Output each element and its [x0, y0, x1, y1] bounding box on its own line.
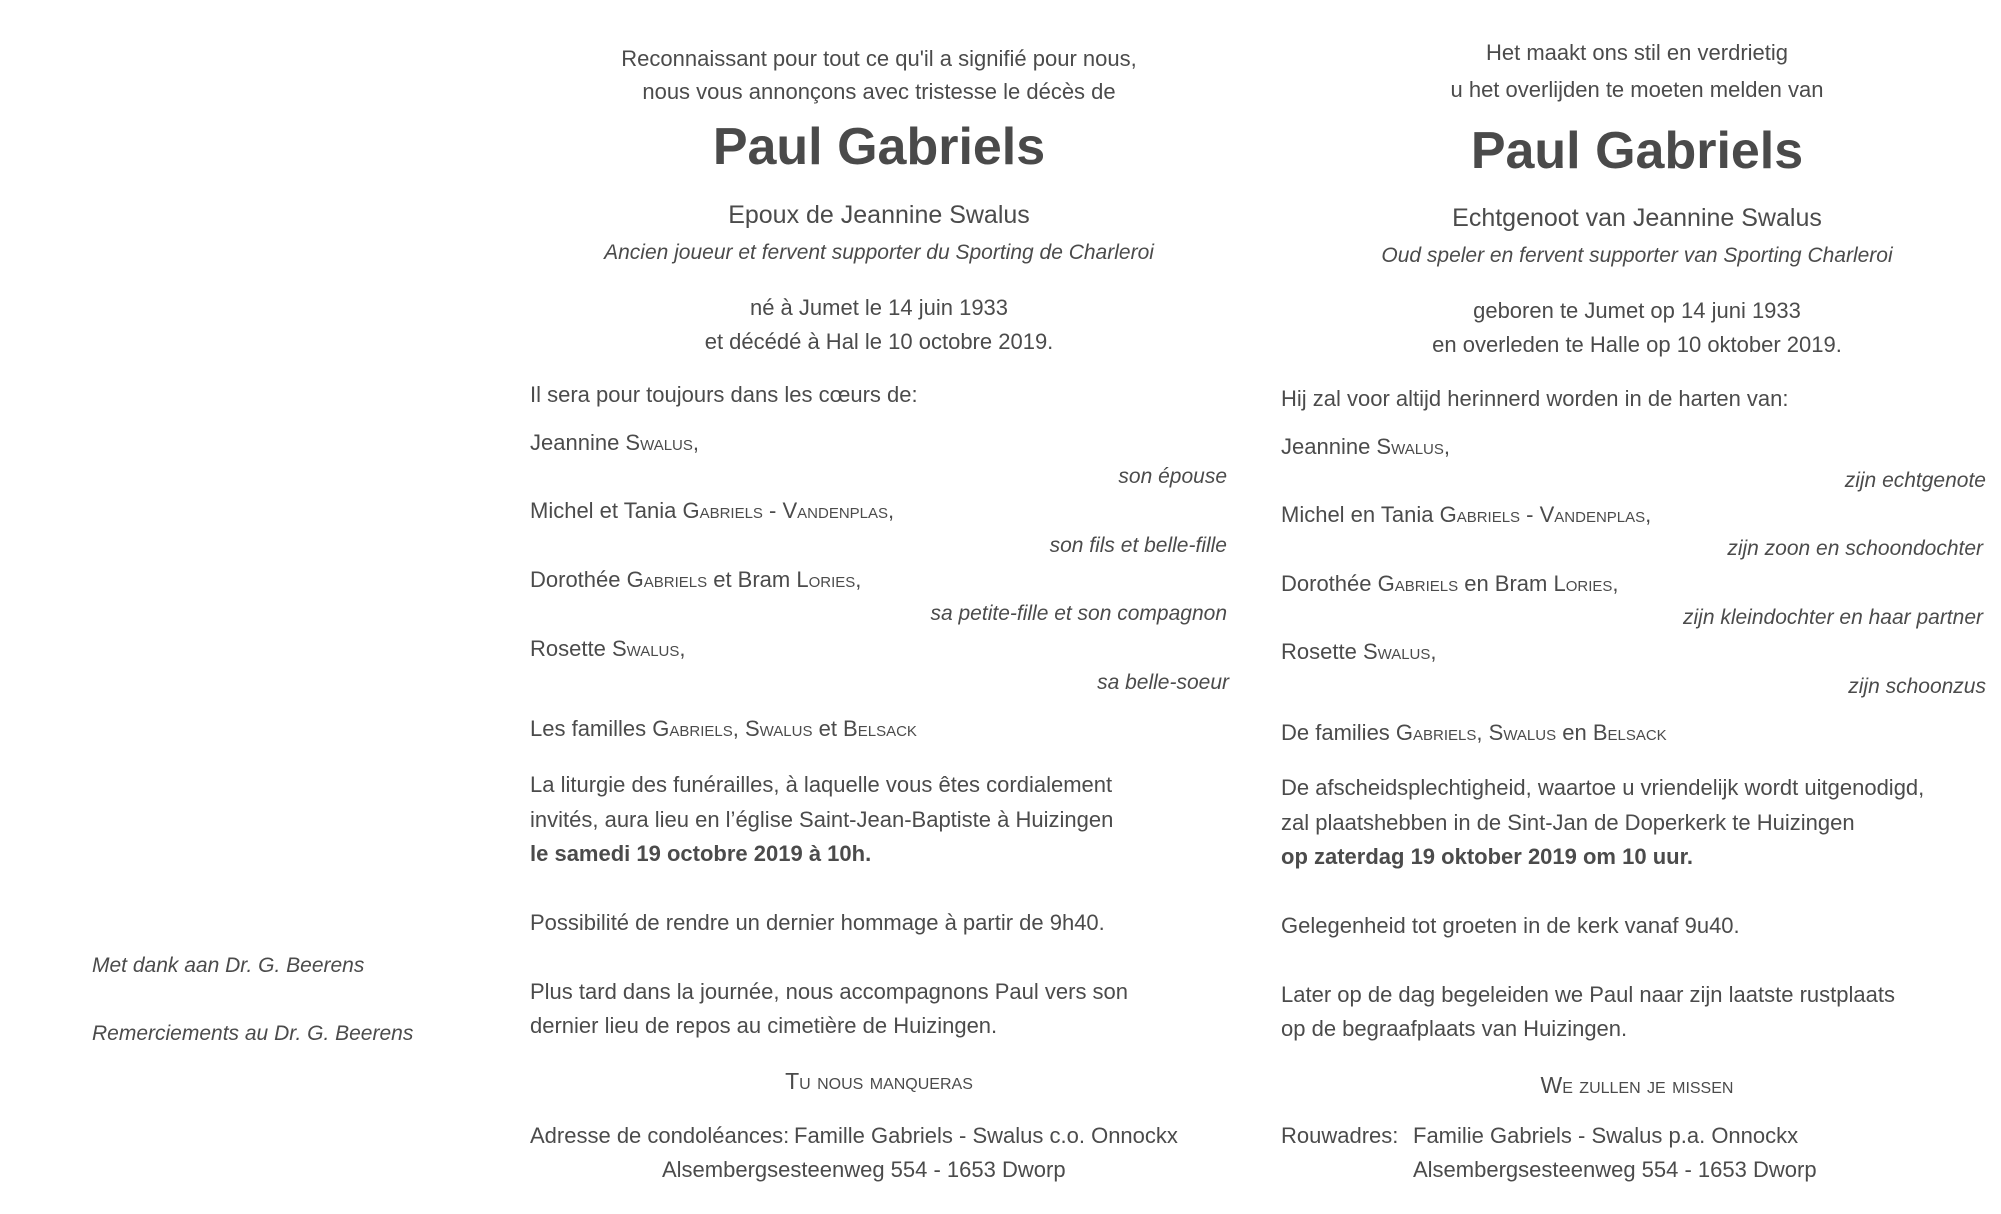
fr-intro-line-2: nous vous annonçons avec tristesse le décès de — [642, 79, 1116, 104]
fr-relative-relation: sa belle-soeur — [1097, 671, 1229, 694]
nl-relative-relation: zijn schoonzus — [1848, 675, 1986, 698]
text-segment: De families — [1281, 720, 1396, 745]
fr-liturgy-line-2: invités, aura lieu en l’église Saint-Jean-Baptiste à Huizingen — [530, 807, 1114, 832]
nl-intro-line-2: u het overlijden te moeten melden van — [1450, 77, 1824, 102]
surname: Swalus — [1376, 434, 1444, 459]
nl-relative-name — [1281, 637, 1437, 667]
surname: Gabriels — [1395, 720, 1477, 745]
fr-role-line: Ancien joueur et fervent supporter du Sporting de Charleroi — [604, 241, 1154, 264]
text-segment: Jeannine — [530, 430, 626, 455]
nl-relative-name — [1281, 500, 1651, 530]
nl-homage-line: Gelegenheid tot groeten in de kerk vanaf 9u40. — [1281, 913, 1740, 938]
fr-relative-name — [530, 428, 699, 458]
text-segment: , — [855, 567, 862, 592]
surname: Swalus — [611, 636, 680, 661]
surname: Gabriels — [682, 498, 763, 523]
fr-death-line: et décédé à Hal le 10 octobre 2019. — [704, 329, 1054, 354]
nl-relative-relation: zijn zoon en schoondochter — [1727, 537, 1983, 560]
fr-spouse-line: Epoux de Jeannine Swalus — [728, 201, 1030, 229]
fr-birth-line: né à Jumet le 14 juin 1933 — [749, 295, 1009, 320]
nl-liturgy-line-2: zal plaatshebben in de Sint-Jan de Doperkerk te Huizingen — [1281, 810, 1855, 835]
text-segment: , — [1443, 434, 1451, 459]
nl-address-label: Rouwadres: — [1281, 1123, 1399, 1148]
text-segment: Michel et Tania — [530, 498, 683, 523]
fr-deceased-name: Paul Gabriels — [712, 118, 1046, 176]
fr-closing-line: Tu nous manqueras — [785, 1068, 973, 1094]
fr-families-line — [530, 714, 917, 744]
nl-deceased-name: Paul Gabriels — [1470, 122, 1804, 180]
text-segment: Dorothée — [530, 567, 627, 592]
text-segment: Jeannine — [1281, 434, 1377, 459]
nl-later-line-1: Later op de dag begeleiden we Paul naar zijn laatste rustplaats — [1281, 982, 1895, 1007]
surname: Swalus — [745, 716, 813, 741]
text-segment: en Bram — [1458, 571, 1554, 596]
surname: Swalus — [625, 430, 693, 455]
text-segment: - — [762, 498, 783, 523]
thanks-note-nl: Met dank aan Dr. G. Beerens — [92, 954, 365, 977]
surname: Vandenplas — [1539, 502, 1646, 527]
nl-relative-relation: zijn echtgenote — [1844, 469, 1986, 492]
text-segment: , — [888, 498, 895, 523]
nl-address-line-1: Familie Gabriels - Swalus p.a. Onnockx — [1413, 1123, 1799, 1148]
nl-relative-name — [1281, 569, 1619, 599]
surname: Gabriels — [626, 567, 708, 592]
text-segment: Rosette — [1281, 639, 1363, 664]
fr-relative-relation: son fils et belle-fille — [1049, 534, 1227, 557]
text-segment: et Bram — [707, 567, 797, 592]
nl-families-line — [1281, 718, 1667, 748]
surname: Swalus — [1488, 720, 1557, 745]
surname: Gabriels — [1439, 502, 1521, 527]
surname: Vandenplas — [782, 498, 889, 523]
text-segment: , — [692, 430, 700, 455]
text-segment: , — [732, 716, 745, 741]
surname: Lories — [796, 567, 856, 592]
text-segment: Rosette — [530, 636, 612, 661]
fr-relative-name — [530, 565, 861, 595]
nl-hearts-intro: Hij zal voor altijd herinnerd worden in de harten van: — [1281, 386, 1789, 411]
text-segment: Michel en Tania — [1281, 502, 1440, 527]
nl-birth-line: geboren te Jumet op 14 juni 1933 — [1473, 298, 1801, 323]
text-segment: Les familles — [530, 716, 653, 741]
fr-relative-name — [530, 496, 894, 526]
nl-later-line-2: op de begraafplaats van Huizingen. — [1281, 1016, 1628, 1041]
fr-later-line-1: Plus tard dans la journée, nous accompagnons Paul vers son — [530, 979, 1129, 1004]
fr-address-line-1: Famille Gabriels - Swalus c.o. Onnockx — [794, 1123, 1178, 1148]
text-segment: en — [1556, 720, 1593, 745]
fr-liturgy-line-1: La liturgie des funérailles, à laquelle vous êtes cordialement — [530, 772, 1113, 797]
surname: Gabriels — [1377, 571, 1459, 596]
text-segment: , — [1476, 720, 1489, 745]
surname: Belsack — [843, 716, 917, 741]
text-segment: Dorothée — [1281, 571, 1378, 596]
fr-hearts-intro: Il sera pour toujours dans les cœurs de: — [530, 382, 918, 407]
surname: Gabriels — [652, 716, 733, 741]
fr-address-line-2: Alsembergsesteenweg 554 - 1653 Dworp — [662, 1157, 1066, 1182]
fr-intro-line-1: Reconnaissant pour tout ce qu'il a signifié pour nous, — [621, 46, 1137, 71]
thanks-note-fr: Remerciements au Dr. G. Beerens — [92, 1022, 414, 1045]
nl-address-line-2: Alsembergsesteenweg 554 - 1653 Dworp — [1413, 1157, 1817, 1182]
text-segment: , — [1612, 571, 1619, 596]
text-segment: , — [1430, 639, 1437, 664]
nl-death-line: en overleden te Halle op 10 oktober 2019. — [1432, 332, 1842, 357]
text-segment: , — [1645, 502, 1652, 527]
nl-spouse-line: Echtgenoot van Jeannine Swalus — [1452, 204, 1822, 232]
nl-liturgy-line-1: De afscheidsplechtigheid, waartoe u vriendelijk wordt uitgenodigd, — [1281, 775, 1925, 800]
nl-intro-line-1: Het maakt ons stil en verdrietig — [1485, 40, 1789, 65]
fr-homage-line: Possibilité de rendre un dernier hommage à partir de 9h40. — [530, 910, 1105, 935]
surname: Lories — [1553, 571, 1613, 596]
fr-relative-relation: son épouse — [1118, 465, 1227, 488]
text-segment: , — [679, 636, 686, 661]
nl-relative-name — [1281, 432, 1450, 462]
fr-later-line-2: dernier lieu de repos au cimetière de Huizingen. — [530, 1013, 998, 1038]
surname: Belsack — [1592, 720, 1667, 745]
nl-role-line: Oud speler en fervent supporter van Sporting Charleroi — [1381, 244, 1893, 267]
text-segment: et — [812, 716, 844, 741]
fr-liturgy-date: le samedi 19 octobre 2019 à 10h. — [530, 841, 872, 866]
fr-relative-relation: sa petite-fille et son compagnon — [930, 602, 1227, 625]
nl-liturgy-date: op zaterdag 19 oktober 2019 om 10 uur. — [1281, 844, 1694, 869]
surname: Swalus — [1362, 639, 1431, 664]
nl-relative-relation: zijn kleindochter en haar partner — [1682, 606, 1983, 629]
fr-address-label: Adresse de condoléances: — [530, 1123, 790, 1148]
text-segment: - — [1520, 502, 1540, 527]
fr-relative-name — [530, 634, 686, 664]
nl-closing-line: We zullen je missen — [1540, 1072, 1734, 1098]
